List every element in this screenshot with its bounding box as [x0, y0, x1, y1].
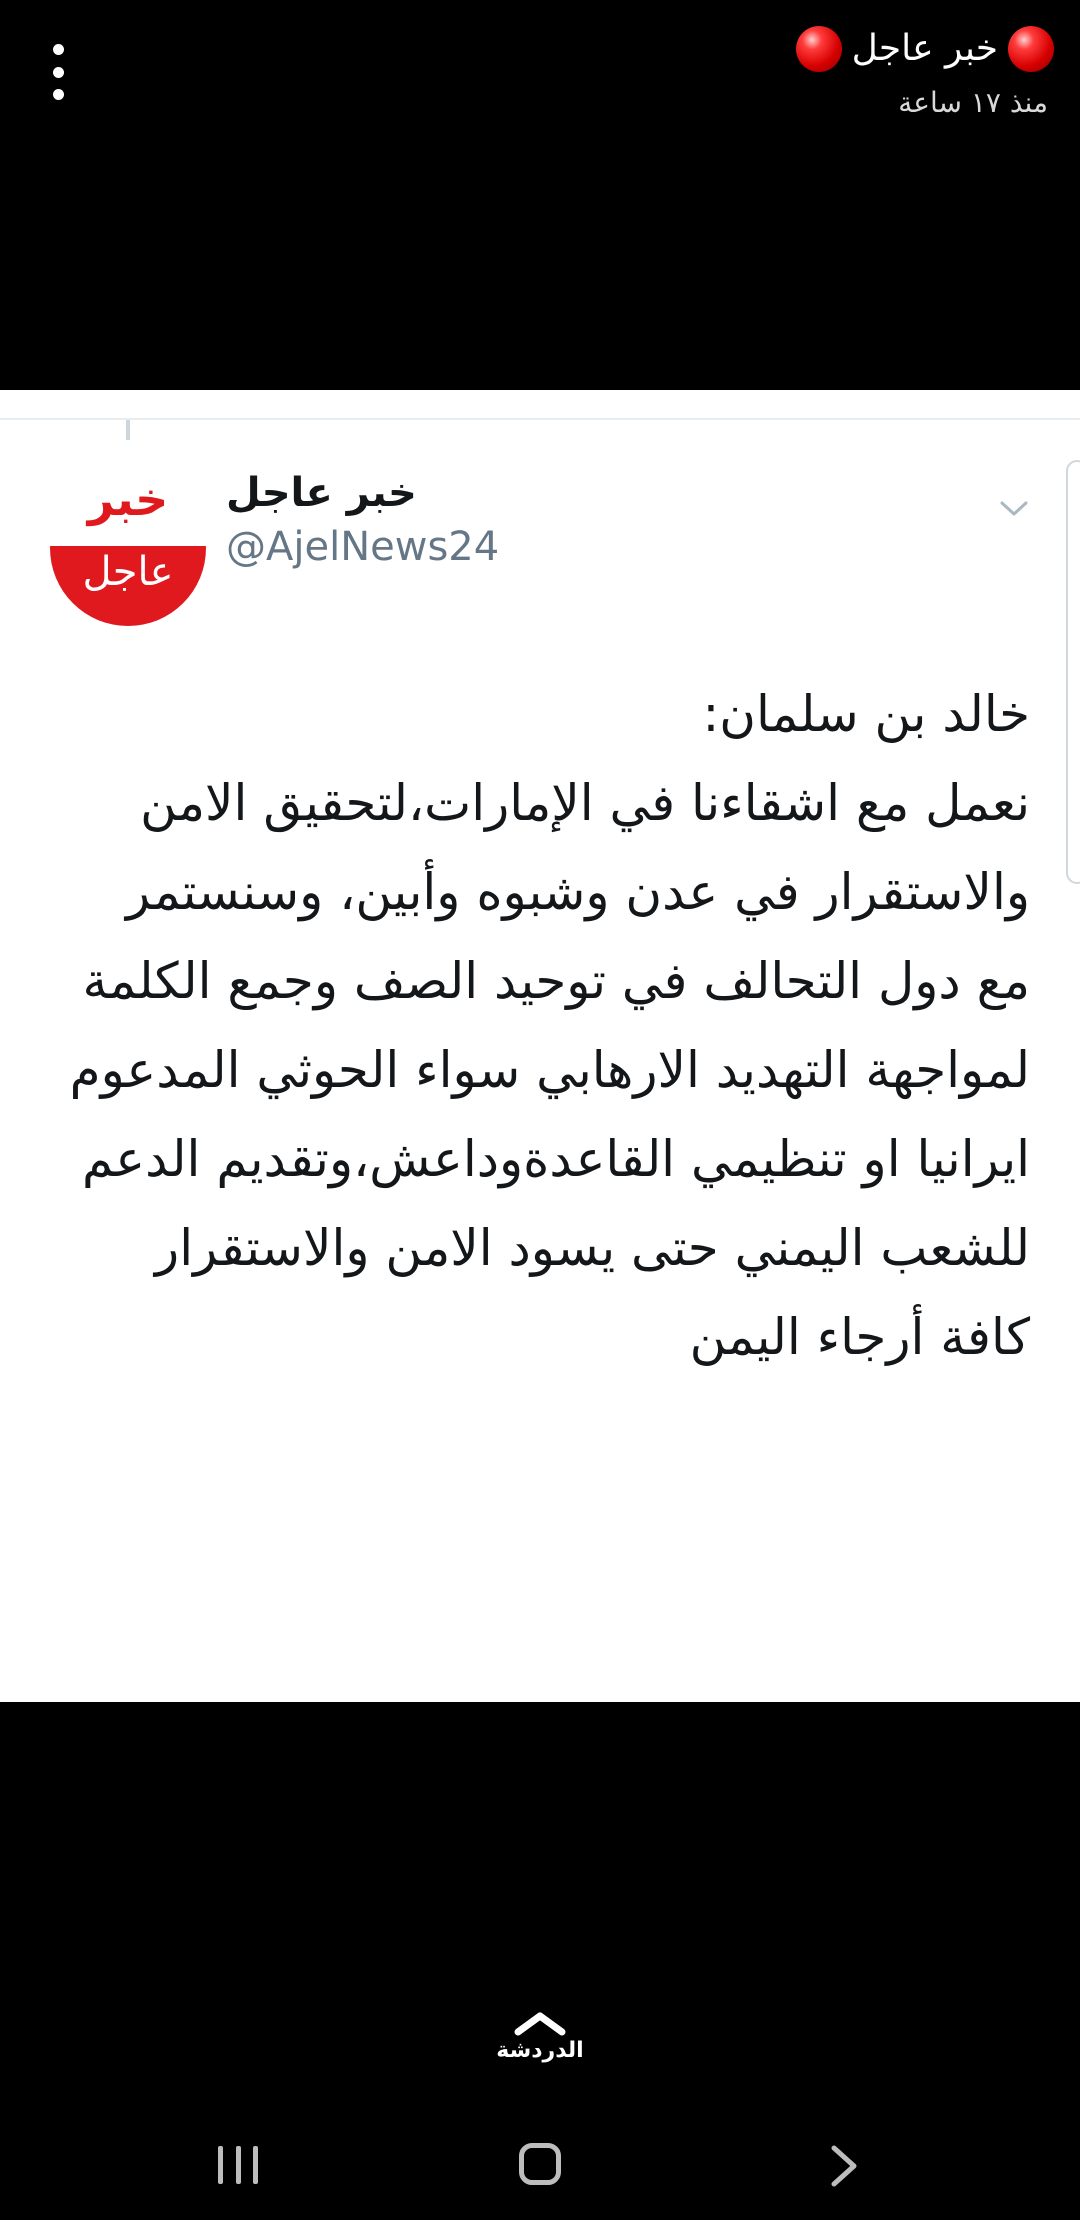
back-icon[interactable] [826, 2142, 866, 2190]
avatar-logo-bottom: عاجل [82, 549, 174, 595]
story-header [0, 0, 1080, 390]
avatar[interactable] [50, 470, 206, 626]
menu-dot [53, 67, 64, 78]
chat-button[interactable] [490, 2010, 590, 2063]
tweet-handle[interactable]: @AjelNews24 [226, 524, 500, 570]
avatar-logo-top: خبر [87, 472, 169, 526]
chevron-up-icon [512, 2010, 568, 2036]
story-account[interactable] [796, 26, 1054, 119]
recents-icon[interactable] [218, 2146, 258, 2186]
red-circle-icon [1008, 26, 1054, 72]
navigation-bar [0, 2110, 1080, 2220]
story-account-name: خبر عاجل [851, 28, 998, 69]
chat-label: الدردشة [496, 2038, 584, 2063]
tweet-display-name[interactable]: خبر عاجل [226, 470, 417, 516]
menu-dot [53, 44, 64, 55]
tweet-text: خالد بن سلمان: نعمل مع اشقاءنا في الإمارات،لتحقيق الامن والاستقرار في عدن وشبوه وأبين، وسنستمر مع دول التحالف في توحيد الصف وجمع الكلمة لمواجهة التهديد الارهابي سواء الحوثي المدعوم ايرانيا او تنظيمي القاعدةوداعش،وتقديم الدعم للشعب اليمني حتى يسود الامن والاستقرار كافة أرجاء اليمن [69, 685, 1030, 1366]
story-account-row [796, 26, 1054, 72]
divider [0, 418, 1080, 420]
chevron-down-icon[interactable] [998, 492, 1030, 524]
menu-dot [53, 89, 64, 100]
tweet-card [0, 390, 1080, 1702]
home-icon[interactable] [519, 2143, 561, 2185]
card-edge [1066, 460, 1080, 884]
story-timestamp: منذ ١٧ ساعة [898, 86, 1048, 119]
thread-line [126, 420, 130, 440]
more-vertical-icon[interactable] [44, 44, 72, 100]
red-circle-icon [796, 26, 842, 72]
